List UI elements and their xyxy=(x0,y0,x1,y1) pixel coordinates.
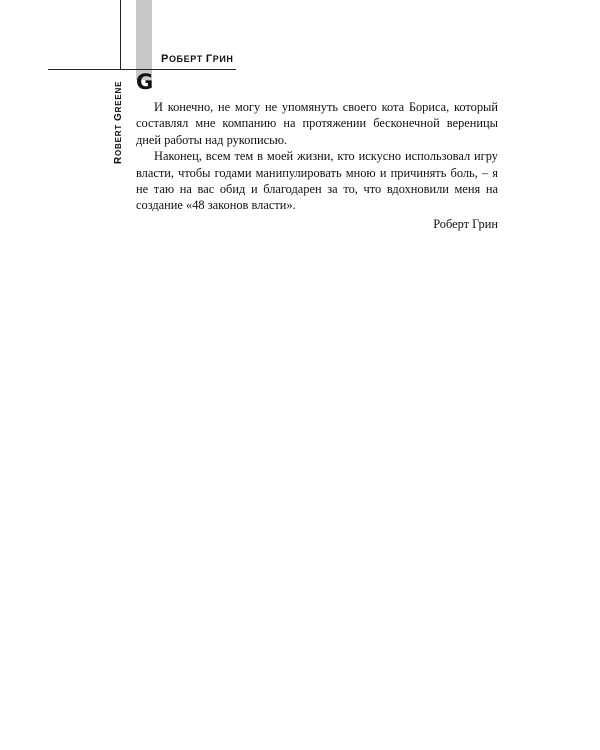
running-head xyxy=(161,53,234,65)
paragraph-1: И конечно, не могу не упомянуть своего кота Бориса, который составлял мне компанию на протяжении бесконечной вереницы дней работы над рукописью. xyxy=(136,100,498,147)
side-label-initial-1: R xyxy=(113,155,124,164)
decorative-gray-band xyxy=(136,0,152,80)
signature: Роберт Грин xyxy=(433,216,498,231)
running-head-rest-2: РИН xyxy=(212,54,234,64)
vertical-rule xyxy=(120,0,121,70)
side-label-initial-2: G xyxy=(113,112,124,121)
vertical-author-label xyxy=(113,81,124,164)
g-logo: G xyxy=(136,70,154,94)
running-head-initial-1: Р xyxy=(161,53,169,65)
paragraph-2: Наконец, всем тем в моей жизни, кто искусно использовал игру власти, чтобы годами манипулировать мною и причинять боль, – я не таю на вас обид и благодарен за то, что вдохновили меня на создание «48 законов власти». xyxy=(136,149,498,213)
running-head-initial-2: Г xyxy=(205,53,213,65)
side-label-rest-2: REENE xyxy=(114,80,123,113)
side-label-rest-1: OBERT xyxy=(114,123,123,156)
body-text xyxy=(136,99,498,232)
running-head-rest-1: ОБЕРТ xyxy=(168,54,203,64)
